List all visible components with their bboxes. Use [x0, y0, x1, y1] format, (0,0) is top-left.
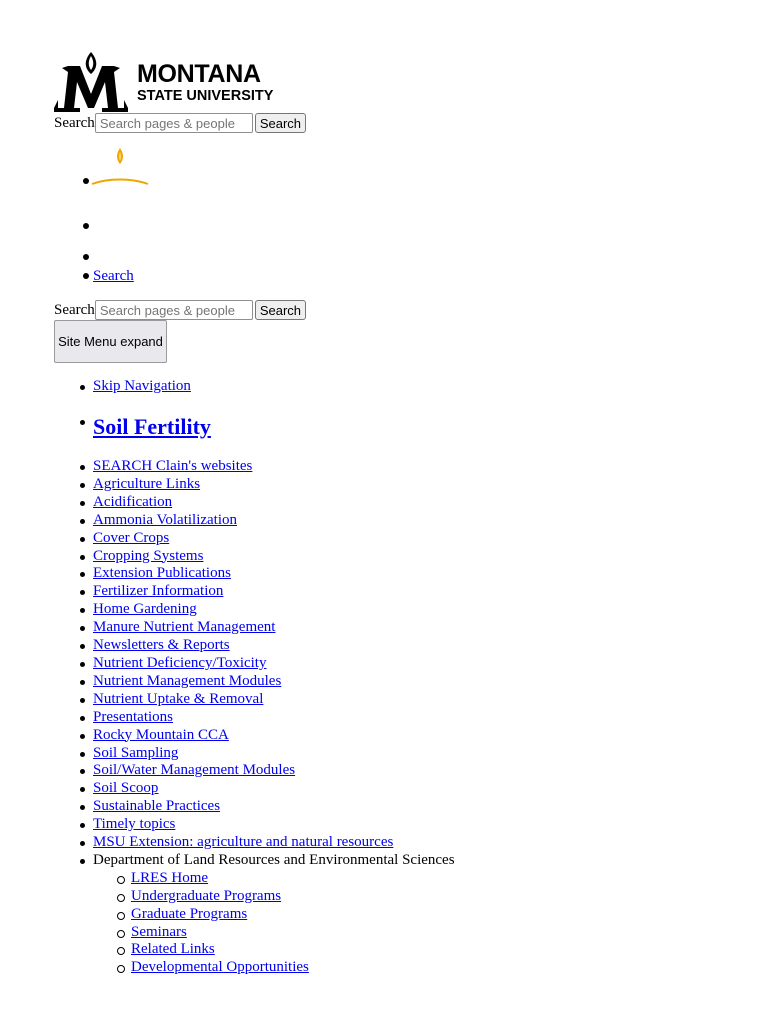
list-bullet	[83, 273, 89, 279]
nav-link[interactable]: Extension Publications	[93, 565, 231, 582]
nav-link[interactable]: Ammonia Volatilization	[93, 511, 238, 528]
nav-item-department	[93, 852, 455, 977]
logo-line-1: MONTANA	[137, 60, 261, 88]
skip-navigation-link[interactable]: Skip Navigation	[93, 378, 191, 394]
nav-link[interactable]: Nutrient Uptake & Removal	[93, 690, 264, 707]
nav-item	[93, 512, 455, 530]
nav-item	[93, 762, 455, 780]
list-item	[93, 413, 211, 444]
nav-link[interactable]: Nutrient Deficiency/Toxicity	[93, 654, 267, 671]
nav-item	[93, 476, 455, 494]
department-label: Department of Land Resources and Environmental Sciences	[93, 851, 455, 868]
subnav-link[interactable]: Undergraduate Programs	[131, 887, 282, 904]
nav-item	[93, 637, 455, 655]
top-search-form	[54, 112, 306, 134]
list-item	[93, 378, 191, 396]
nav-link[interactable]: Nutrient Management Modules	[93, 672, 282, 689]
search-link[interactable]: Search	[93, 268, 134, 284]
msu-flame-icon[interactable]	[90, 146, 150, 186]
nav-item	[93, 494, 455, 512]
subnav-item	[131, 941, 455, 959]
subnav-item	[131, 924, 455, 942]
nav-item	[93, 745, 455, 763]
nav-link[interactable]: Manure Nutrient Management	[93, 619, 276, 636]
nav-link[interactable]: Newsletters & Reports	[93, 637, 230, 654]
search-button[interactable]: Search	[255, 113, 306, 133]
nav-item	[93, 798, 455, 816]
nav-item	[93, 530, 455, 548]
nav-link[interactable]: Soil/Water Management Modules	[93, 762, 296, 779]
nav-item	[93, 673, 455, 691]
nav-link[interactable]: Cover Crops	[93, 529, 170, 546]
list-bullet	[83, 254, 89, 260]
search-button[interactable]: Search	[255, 300, 306, 320]
nav-item	[93, 727, 455, 745]
list-bullet	[83, 223, 89, 229]
nav-link[interactable]: Cropping Systems	[93, 547, 204, 564]
nav-item	[93, 780, 455, 798]
search-label: Search	[54, 302, 95, 318]
nav-item	[93, 583, 455, 601]
nav-link[interactable]: Acidification	[93, 493, 173, 510]
subnav-link[interactable]: Graduate Programs	[131, 905, 248, 922]
nav-link[interactable]: Home Gardening	[93, 601, 197, 618]
msu-logo[interactable]	[54, 50, 304, 112]
site-menu-button[interactable]: Site Menu expand	[54, 320, 167, 363]
nav-item	[93, 548, 455, 566]
nav-item	[93, 691, 455, 709]
msu-m-logo-icon	[54, 50, 134, 112]
logo-line-2: STATE UNIVERSITY	[137, 88, 274, 104]
list-bullet	[83, 178, 89, 184]
subnav-item	[131, 959, 455, 977]
subnav-item	[131, 888, 455, 906]
subnav-link[interactable]: Related Links	[131, 941, 215, 958]
nav-link[interactable]: Timely topics	[93, 816, 176, 833]
nav-item	[93, 655, 455, 673]
site-title-link[interactable]: Soil Fertility	[93, 414, 211, 439]
subnav-link[interactable]: Developmental Opportunities	[131, 959, 309, 976]
subnav-item	[131, 906, 455, 924]
site-title-list	[93, 413, 211, 444]
nav-link[interactable]: MSU Extension: agriculture and natural resources	[93, 834, 394, 851]
nav-link[interactable]: Presentations	[93, 708, 173, 725]
nav-link[interactable]: Agriculture Links	[93, 475, 201, 492]
nav-item	[93, 458, 455, 476]
search-input[interactable]: Search pages & people	[95, 300, 253, 320]
nav-item	[93, 816, 455, 834]
nav-item	[93, 565, 455, 583]
nav-item	[93, 709, 455, 727]
department-subnav	[93, 870, 455, 977]
main-nav	[93, 458, 455, 977]
nav-link[interactable]: SEARCH Clain's websites	[93, 458, 253, 474]
nav-item	[93, 601, 455, 619]
search-label: Search	[54, 115, 95, 131]
nav-item	[93, 834, 455, 852]
nav-item	[93, 619, 455, 637]
nav-link[interactable]: Rocky Mountain CCA	[93, 726, 229, 743]
second-search-form	[54, 299, 306, 321]
search-input[interactable]: Search pages & people	[95, 113, 253, 133]
nav-link[interactable]: Soil Sampling	[93, 744, 179, 761]
nav-link[interactable]: Fertilizer Information	[93, 583, 224, 600]
nav-link[interactable]: Soil Scoop	[93, 780, 159, 797]
nav-link[interactable]: Sustainable Practices	[93, 798, 221, 815]
subnav-link[interactable]: Seminars	[131, 923, 187, 940]
subnav-item	[131, 870, 455, 888]
subnav-link[interactable]: LRES Home	[131, 869, 209, 886]
skip-nav-list	[93, 378, 191, 396]
